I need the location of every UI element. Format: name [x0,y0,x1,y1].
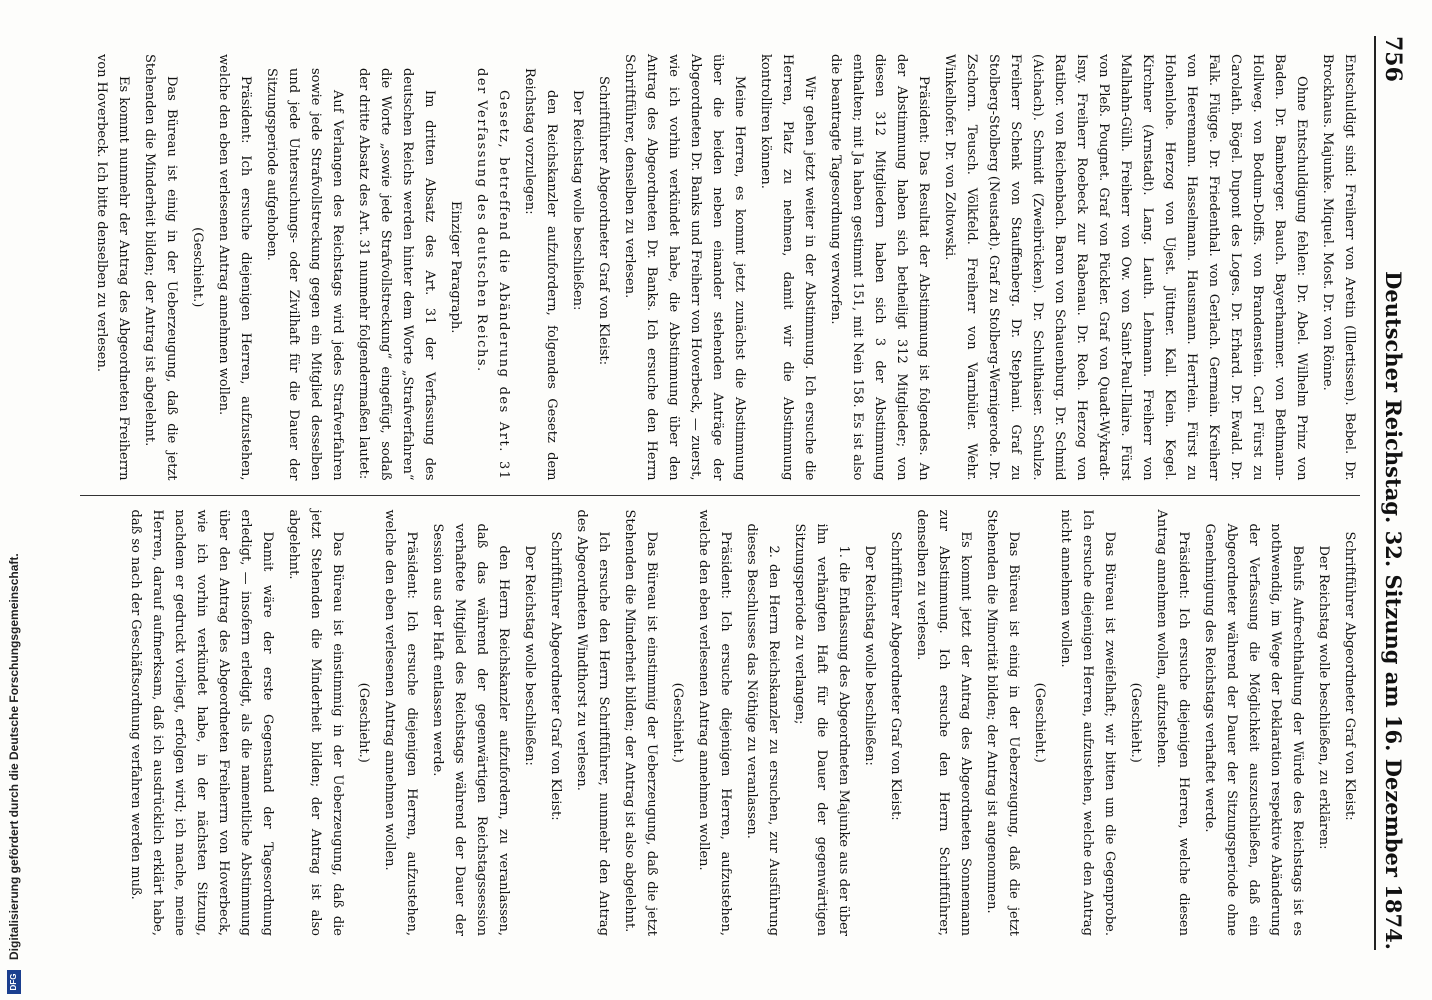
paragraph: Das Büreau ist zweifelhaft; wir bitten um die Gegenprobe. Ich ersuche diejenigen Herren, aufzustehen, welche den Antrag nicht annehmen wollen. [1058,509,1117,936]
paragraph: Ich ersuche den Herrn Schriftführer, nunmehr den Antrag des Abgeordneten Windthorst zu verlesen. [574,509,611,936]
paragraph: Schriftführer Abgeordneter Graf von Kleist: [548,531,563,821]
footer-credit-text: Digitalisierung gefördert durch die Deutsche Forschungsgemeinschaft. [7,553,21,960]
paragraph: Im dritten Absatz des Art. 31 der Verfassung des deutschen Reichs werden hinter dem Worte „Strafverfahren“ die Worte „sowie jede Strafvollstreckung“ eingefügt, sodaß der dritte Absatz des Art. 31 nunmehr folgendermaßen lautet: [356,68,437,481]
paragraph: Das Büreau ist einig in der Ueberzeugung, daß die jetzt Stehenden die Minderheit bilden; der Antrag ist abgelehnt. [142,54,179,481]
paragraph: Auf Verlangen des Reichstags wird jedes Strafverfahren sowie jede Strafvollstreckung gegen ein Mitglied desselben und jede Untersuchungs- oder Zivilhaft für die Dauer der Sitzungsperiode aufgehoben. [264,68,345,481]
paragraph: Präsident: Ich ersuche diejenigen Herren, aufzustehen, welche den eben verlesenen Antrag annehmen wollen. [216,54,253,481]
paragraph: Behufs Aufrechthaltung der Würde des Reichstags ist es nothwendig, im Wege der Deklaration respektive Abänderung der Verfassung die Möglichkeit auszuschließen, daß ein Abgeordneter während der Dauer der Sitzungsperiode ohne Genehmigung des Reichstags verhaftet werde. [1202,523,1305,936]
page-header [1374,36,1406,950]
paragraph: Der Reichstag wolle beschließen: [522,545,537,766]
text-columns [80,40,1360,950]
footer-strip [0,0,28,1000]
left-text-column [80,40,1360,495]
paragraph: Der Reichstag wolle beschließen: [862,545,877,766]
paragraph: Einziger Paragraph. [448,201,463,334]
paragraph: Präsident: Ich ersuche diejenigen Herren, welche diesen Antrag annehmen wollen, aufzustehen. [1154,509,1191,936]
paragraph: Der Reichstag wolle beschließen, zu erklären: [1316,545,1331,850]
right-text-column [80,495,1360,951]
paragraph: 2. den Herrn Reichskanzler zu ersuchen, zur Ausführung dieses Beschlusses das Nöthige zu veranlassen. [744,523,781,936]
paragraph: Präsident: Das Resultat der Abstimmung ist folgendes. An der Abstimmung haben sich betheiligt 312 Mitglieder; von diesen 312 Mitgliedern haben sich 3 der Abstimmung enthalten; mit Ja haben gestimmt 151, mit Nein 158. Es ist also die beantragte Tagesordnung verworfen. [828,54,931,481]
paragraph: 1. die Entlassung des Abgeordneten Majunke aus der über ihn verhängten Haft für die Dauer der gegenwärtigen Sitzungsperiode zu verlangen; [792,523,851,936]
page-number: 756 [1380,36,1406,82]
paragraph: (Geschieht.) [1032,682,1047,763]
page-title: Deutscher Reichstag. 32. Sitzung am 16. Dezember 1874. [1381,271,1406,950]
paragraph: Das Büreau ist einig in der Ueberzeugung, daß die jetzt Stehenden die Minorität bilden; der Antrag ist angenommen. [984,509,1021,936]
paragraph: Schriftführer Abgeordneter Graf von Kleist: [596,76,611,366]
paragraph: Ohne Entschuldigung fehlen: Dr. Abel. Wilhelm Prinz von Baden. Dr. Bamberger. Bauch. Bayerhammer. von Bethmann-Hollweg. von Bodum-Dolffs. von Brandenstein. Carl Fürst zu Carolath. Bögel. Dupont des Loges. Dr. Erhard. Dr. Ewald. Dr. Falk. Flügge. Dr. Friedenthal. von Gerlach. Germain. Kreiherr von Heeremann. Hasselmann. Hausmann. Herrlein. Fürst zu Hohenlohe. Herzog von Ujest. Jüttner. Kall. Klein. Kegel. Kirchner (Arnstadt). Lang. Lauth. Lehmann. Freiherr von Malhahn-Gülh. Freiherr von Ow. von Saint-Paul-Illaire. Fürst von Pleß. Pougnet. Graf von Pückler. Graf von Quadt-Wykradt-Isny. Freiherr Roebeck zur Rabenau. Dr. Roeh. Herzog von Ratibor. von Reichenbach. Baron von Schauenburg. Dr. Schmid (Aichach). Schmidt (Zweibrücken). Dr. Schulthaiser. Schulze. Freiherr Schenk von Stauffenberg. Dr. Stephani. Graf zu Stolberg-Stolberg (Neustadt). Graf zu Stolberg-Wernigerode. Dr. Zschorn. Teusch. Völkfeld. Freiherr von Varnbüler. Wehr. Winkelhofer. Dr. von Zoltowski. [942,54,1309,481]
paragraph: (Geschieht.) [190,227,205,308]
paragraph: Schriftführer Abgeordneter Graf von Kleist: [888,531,903,821]
paragraph: (Geschieht.) [356,682,371,763]
paragraph: Der Reichstag wolle beschließen: [570,90,585,311]
paragraph: Das Büreau ist einstimmig der Ueberzeugung, daß die jetzt Stehenden die Minderheit bilden; der Antrag ist also abgelehnt. [622,509,659,936]
paragraph: den Reichskanzler aufzufordern, folgendes Gesetz dem Reichstag vorzulegen: [522,68,559,481]
paragraph: Wir gehen jetzt weiter in der Abstimmung. Ich ersuche die Herren, Platz zu nehmen, damit wir die Abstimmung kontrolliren können. [758,54,817,481]
paragraph: Entschuldigt sind: Freiherr von Aretin (Illertissen). Bebel. Dr. Brockhaus. Majunke. Miquel. Most. Dr. von Rönne. [1320,54,1357,481]
paragraph: Gesetz, betreffend die Abänderung des Art. 31 der Verfassung des deutschen Reichs. [474,68,511,481]
paragraph: Präsident: Ich ersuche diejenigen Herren, aufzustehen, welche den eben verlesenen Antrag annehmen wollen. [382,509,419,936]
footer-credit [0,0,28,1000]
paragraph: Präsident: Ich ersuche diejenigen Herren, aufzustehen, welche den eben verlesenen Antrag annehmen wollen. [696,509,733,936]
paragraph: Schriftführer Abgeordneter Graf von Kleist: [1342,531,1357,821]
paragraph: (Geschieht.) [670,682,685,763]
paragraph: (Geschieht.) [1128,682,1143,763]
paragraph: Es kommt jetzt der Antrag des Abgeordneten Sonnemann zur Abstimmung. Ich ersuche den Herrn Schriftführer, denselben zu verlesen. [914,509,973,936]
paragraph: Meine Herren, es kommt jetzt zunächst die Abstimmung über die beiden neben einander stehenden Anträge der Abgeordneten Dr. Banks und Freiherr von Hoverbeck, — zuerst, wie ich vorhin verkündet habe, die Abstimmung über den Antrag des Abgeordneten Dr. Banks. Ich ersuche den Herrn Schriftführer, denselben zu verlesen. [622,54,747,481]
paragraph: Damit wäre der erste Gegenstand der Tagesordnung erledigt, — insofern erledigt, als die namentliche Abstimmung über den Antrag des Abgeordneten Freiherrn von Hoverbeck, wie ich vorhin verkündet habe, in der nächsten Sitzung, nachdem er gedruckt vorliegt, erfolgen wird; ich mache, meine Herren, darauf aufmerksam, daß ich ausdrücklich erklärt habe, daß so nach der Geschäftsordnung verfahren werden muß. [128,509,275,936]
paragraph: Das Büreau ist einstimmig in der Ueberzeugung, daß die jetzt Stehenden die Minderheit bilden; der Antrag ist also abgelehnt. [286,509,345,936]
dfg-logo: DFG [7,970,21,994]
paragraph: Es kommt nunmehr der Antrag des Abgeordneten Freiherrn von Hoverbeck. Ich bitte denselben zu verlesen. [94,54,131,481]
paragraph: den Herrn Reichskanzler aufzufordern, zu veranlassen, daß das während der gegenwärtigen Reichstagssession verhaftete Mitglied des Reichstags während der Dauer der Session aus der Haft entlassen werde. [430,523,511,936]
